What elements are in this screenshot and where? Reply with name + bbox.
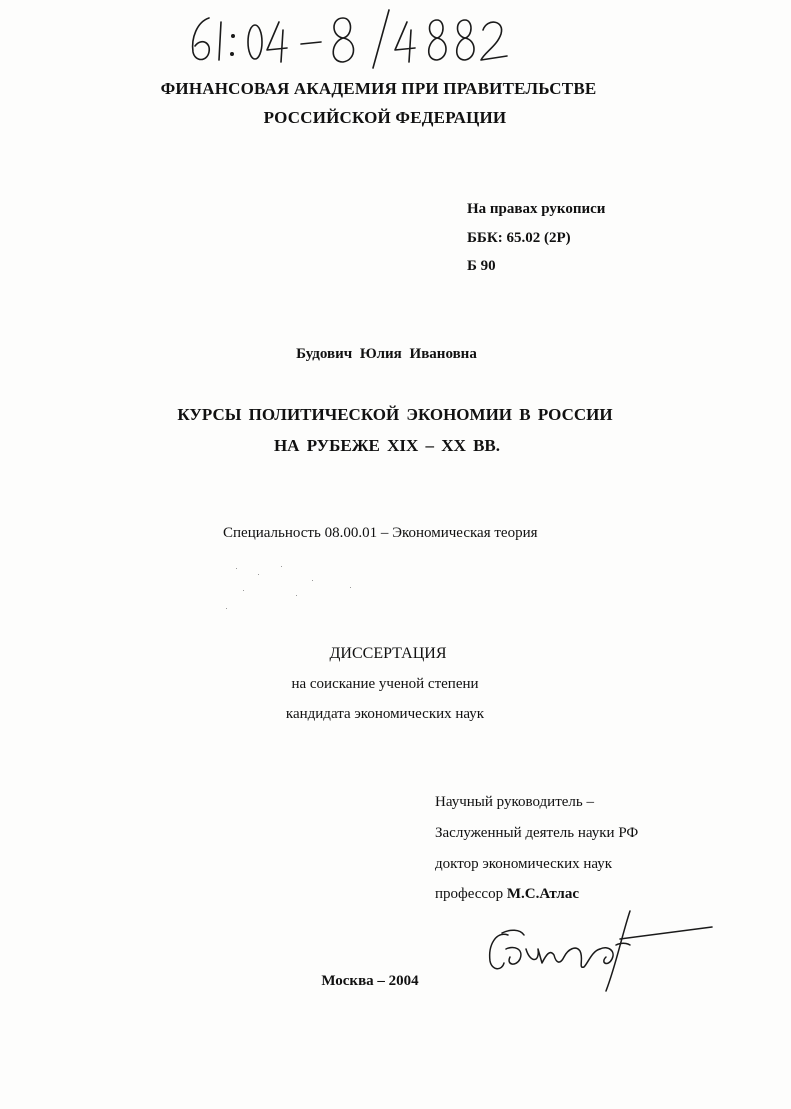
specialty: Специальность 08.00.01 – Экономическая теория [223, 525, 538, 541]
degree-line-1: на соискание ученой степени [291, 676, 479, 692]
supervisor-honor: Заслуженный деятель науки РФ [435, 825, 639, 841]
bbk-code: ББК: 65.02 (2Р) [467, 230, 571, 246]
supervisor-name: М.С.Атлас [506, 886, 579, 902]
scan-speck [296, 595, 297, 596]
scan-speck [236, 568, 237, 569]
organization-line-2: РОССИЙСКОЙ ФЕДЕРАЦИИ [263, 108, 507, 127]
scan-speck [312, 580, 313, 581]
degree-line-2: кандидата экономических наук [285, 706, 485, 722]
organization-line-1: ФИНАНСОВАЯ АКАДЕМИЯ ПРИ ПРАВИТЕЛЬСТВЕ [160, 79, 597, 98]
scan-speck [226, 608, 227, 609]
supervisor-title: профессор [435, 886, 504, 902]
scan-speck [350, 587, 351, 588]
scan-speck [281, 566, 282, 567]
document-type: ДИССЕРТАЦИЯ [329, 645, 447, 662]
scan-speck [258, 574, 259, 575]
author-name: Будович Юлия Ивановна [296, 346, 477, 362]
city-year: Москва – 2004 [321, 973, 419, 989]
supervisor-title-name [435, 886, 579, 903]
supervisor-role: Научный руководитель – [435, 794, 594, 810]
scan-speck [243, 590, 244, 591]
supervisor-degree: доктор экономических наук [435, 856, 613, 872]
manuscript-rights: На правах рукописи [467, 201, 606, 217]
handwritten-archive-number [175, 8, 515, 70]
dissertation-title-line-2: НА РУБЕЖЕ XIX – XX ВВ. [273, 436, 501, 455]
dissertation-title-line-1: КУРСЫ ПОЛИТИЧЕСКОЙ ЭКОНОМИИ В РОССИИ [177, 405, 613, 424]
author-sign-code: Б 90 [467, 258, 496, 274]
